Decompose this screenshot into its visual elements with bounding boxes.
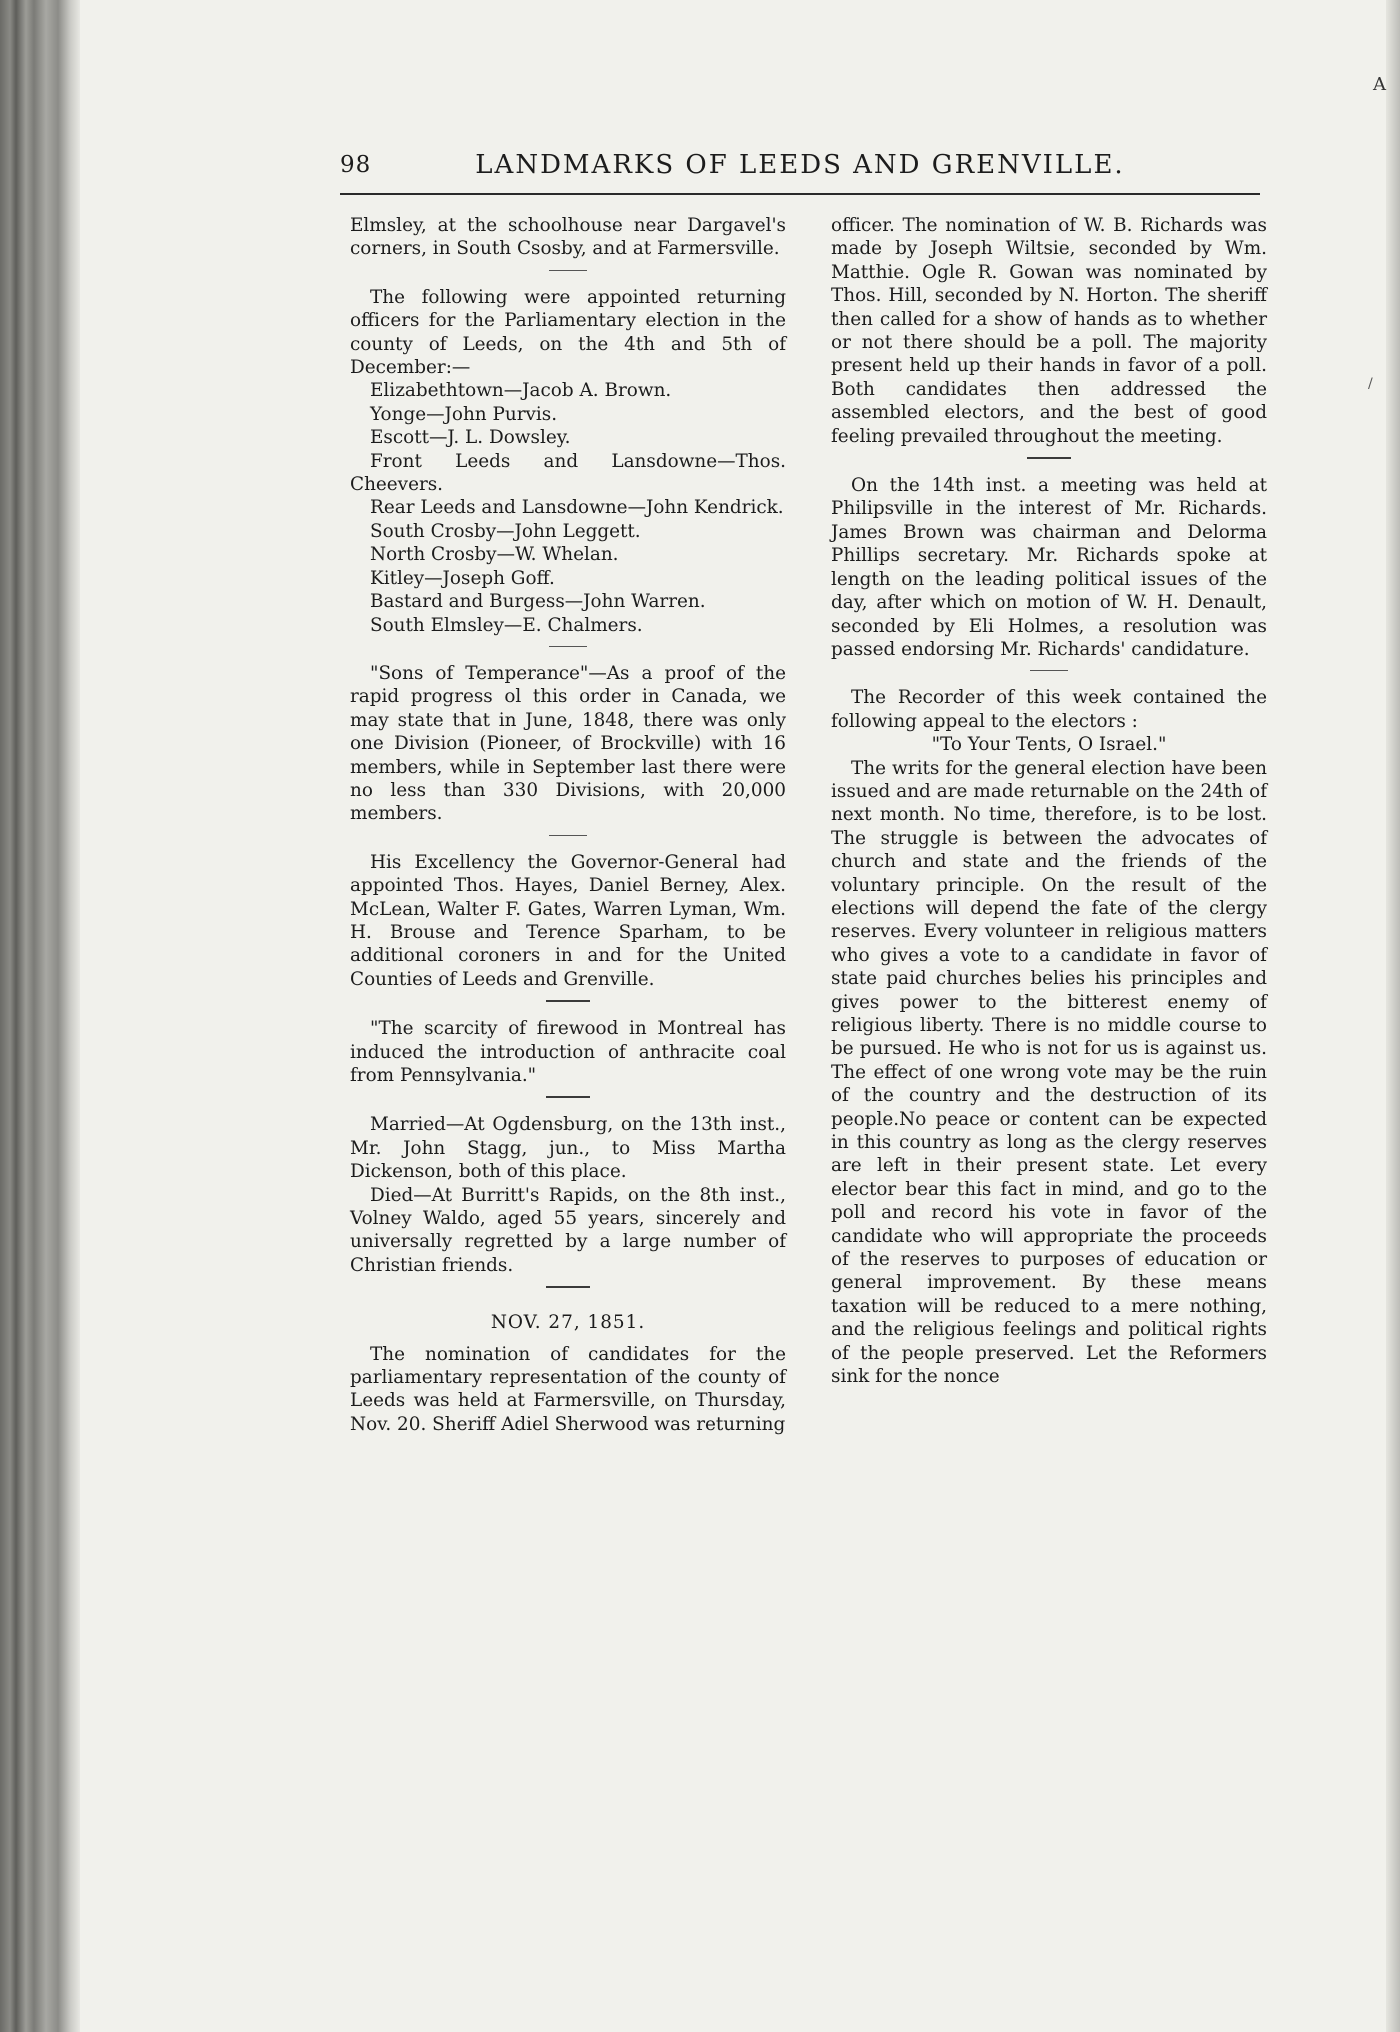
paragraph: The Recorder of this week contained the following appeal to the electors : xyxy=(831,687,1267,732)
running-header xyxy=(340,148,1260,188)
appeal-title: "To Your Tents, O Israel." xyxy=(931,734,1167,756)
officer-list-item: Kitley—Joseph Goff. xyxy=(370,567,555,589)
dateline: NOV. 27, 1851. xyxy=(490,1312,646,1334)
paragraph: The following were appointed returning officers for the Parliamentary election in the county of Leeds, on the 4th and 5th of December:— xyxy=(350,286,786,379)
paragraph: Died—At Burritt's Rapids, on the 8th inst., Volney Waldo, aged 55 years, sincerely and universally regretted by a large number of Christian friends. xyxy=(350,1184,786,1276)
section-divider xyxy=(546,1096,590,1098)
officer-list-item: Bastard and Burgess—John Warren. xyxy=(370,591,706,613)
officer-list-item: Elizabethtown—Jacob A. Brown. xyxy=(370,380,672,402)
running-title: LANDMARKS OF LEEDS AND GRENVILLE. xyxy=(475,150,1125,180)
officer-list-item: Rear Leeds and Lansdowne—John Kendrick. xyxy=(370,497,784,519)
section-divider xyxy=(1027,457,1071,459)
paragraph: officer. The nomination of W. B. Richards was made by Joseph Wiltsie, seconded by Wm. Matthie. Ogle R. Gowan was nominated by Thos. Hill, seconded by N. Horton. The sheriff then called for a show of hands as to whether or not there should be a poll. The majority present held up their hands in favor of a poll. Both candidates then addressed the assembled electors, and the best of good feeling prevailed throughout the meeting. xyxy=(831,215,1267,447)
paragraph: "Sons of Temperance"—As a proof of the rapid progress ol this order in Canada, we may state that in June, 1848, there was only one Division (Pioneer, of Brockville) with 16 members, while in September last there were no less than 330 Divisions, with 20,000 members. xyxy=(350,662,786,825)
page-right-edge xyxy=(1386,0,1400,2032)
right-column xyxy=(831,214,1267,1389)
book-binding-edge xyxy=(0,0,80,2032)
page-number: 98 xyxy=(340,152,372,178)
paragraph: Elmsley, at the schoolhouse near Dargavel's corners, in South Csosby, and at Farmersville. xyxy=(350,215,786,260)
paragraph: The nomination of candidates for the parliamentary representation of the county of Leeds was held at Farmersville, on Thursday, Nov. 20. Sheriff Adiel Sherwood was returning xyxy=(350,1343,786,1435)
officer-list-item: South Crosby—John Leggett. xyxy=(370,520,641,542)
officer-list-item: North Crosby—W. Whelan. xyxy=(370,544,619,566)
paragraph: Married—At Ogdensburg, on the 13th inst., Mr. John Stagg, jun., to Miss Martha Dickenson, both of this place. xyxy=(350,1114,786,1183)
margin-mark-side: / xyxy=(1368,376,1373,392)
paragraph: "The scarcity of firewood in Montreal has induced the introduction of anthracite coal from Pennsylvania." xyxy=(350,1018,786,1086)
header-rule xyxy=(340,193,1260,195)
section-divider xyxy=(546,1286,590,1288)
section-divider xyxy=(549,835,587,836)
officer-list-item: Yonge—John Purvis. xyxy=(370,403,558,425)
left-column xyxy=(350,214,786,1436)
officer-list-item: Escott—J. L. Dowsley. xyxy=(370,427,571,449)
paragraph: On the 14th inst. a meeting was held at Philipsville in the interest of Mr. Richards. James Brown was chairman and Delorma Phillips secretary. Mr. Richards spoke at length on the leading political issues of the day, after which on motion of W. H. Denault, seconded by Eli Holmes, a resolution was passed endorsing Mr. Richards' candidature. xyxy=(831,475,1267,660)
officer-list-item: Front Leeds and Lansdowne—Thos. Cheevers. xyxy=(350,450,786,496)
section-divider xyxy=(549,270,587,271)
section-divider xyxy=(546,1000,590,1002)
section-divider xyxy=(1030,670,1068,671)
officer-list-item: South Elmsley—E. Chalmers. xyxy=(370,614,643,636)
paragraph: His Excellency the Governor-General had appointed Thos. Hayes, Daniel Berney, Alex. McLean, Walter F. Gates, Warren Lyman, Wm. H. Brouse and Terence Sparham, to be additional coroners in and for the United Counties of Leeds and Grenville. xyxy=(350,851,786,990)
margin-mark: A xyxy=(1373,74,1386,95)
paragraph: The writs for the general election have been issued and are made returnable on the 24th of next month. No time, therefore, is to be lost. The struggle is between the advocates of church and state and the friends of the voluntary principle. On the result of the elections will depend the fate of the clergy reserves. Every volunteer in religious matters who gives a vote to a candidate in favor of state paid churches belies his principles and gives power to the bitterest enemy of religious liberty. There is no middle course to be pursued. He who is not for us is against us. The effect of one wrong vote may be the ruin of the country and the destruction of its people.No peace or content can be expected in this country as long as the clergy reserves are left in their present state. Let every elector bear this fact in mind, and go to the poll and record his vote in favor of the candidate who will appropriate the proceeds of the reserves to purposes of education or general improvement. By these means taxation will be reduced to a mere nothing, and the religious feelings and political rights of the people preserved. Let the Reformers sink for the nonce xyxy=(831,757,1267,1388)
section-divider xyxy=(549,646,587,647)
